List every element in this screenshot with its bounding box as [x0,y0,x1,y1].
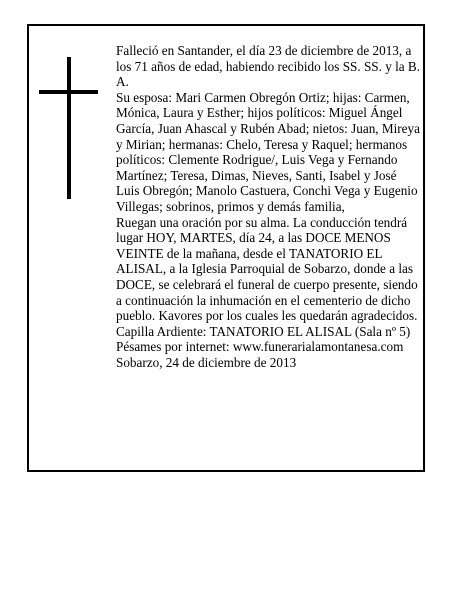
cross-horizontal-bar [39,90,98,94]
obituary-notice [27,24,425,472]
funeral-details: Ruegan una oración por su alma. La conducción tendrá lugar HOY, MARTES, día 24, a las DOCE MENOS VEINTE de la mañana, desde el TANATORIO EL ALISAL, a la Iglesia Parroquial de Sobarzo, donde a las DOCE, se celebrará el funeral de cuerpo presente, siendo a continuación la inhumación en el cementerio de dicho pueblo. Kavores por los cuales les quedarán agradecidos. Capilla Ardiente: TANATORIO EL ALISAL (Sala nº 5) [116,214,418,339]
obituary-text [116,43,422,370]
condolences-website: Pésames por internet: www.funerarialamontanesa.com [116,339,404,355]
family-list: Su esposa: Mari Carmen Obregón Ortiz; hijas: Carmen, Mónica, Laura y Esther; hijos políticos: Miguel Ángel García, Juan Ahascal y Rubén Abad; nietos: Juan, Mireya y Mirian; hermanas: Chelo, Teresa y Raquel; hermanos políticos: Clemente Rodrigue/, Luis Vega y Fernando Martínez; Teresa, Dimas, Nieves, Santi, Isabel y José Luis Obregón; Manolo Castuera, Conchi Vega y Eugenio Villegas; sobrinos, primos y demás familia, [116,89,420,214]
cross-vertical-bar [67,57,71,199]
death-announcement: Falleció en Santander, el día 23 de diciembre de 2013, a los 71 años de edad, habiendo recibido los SS. SS. y la B. A. [116,43,421,90]
place-date-line: Sobarzo, 24 de diciembre de 2013 [116,354,297,370]
